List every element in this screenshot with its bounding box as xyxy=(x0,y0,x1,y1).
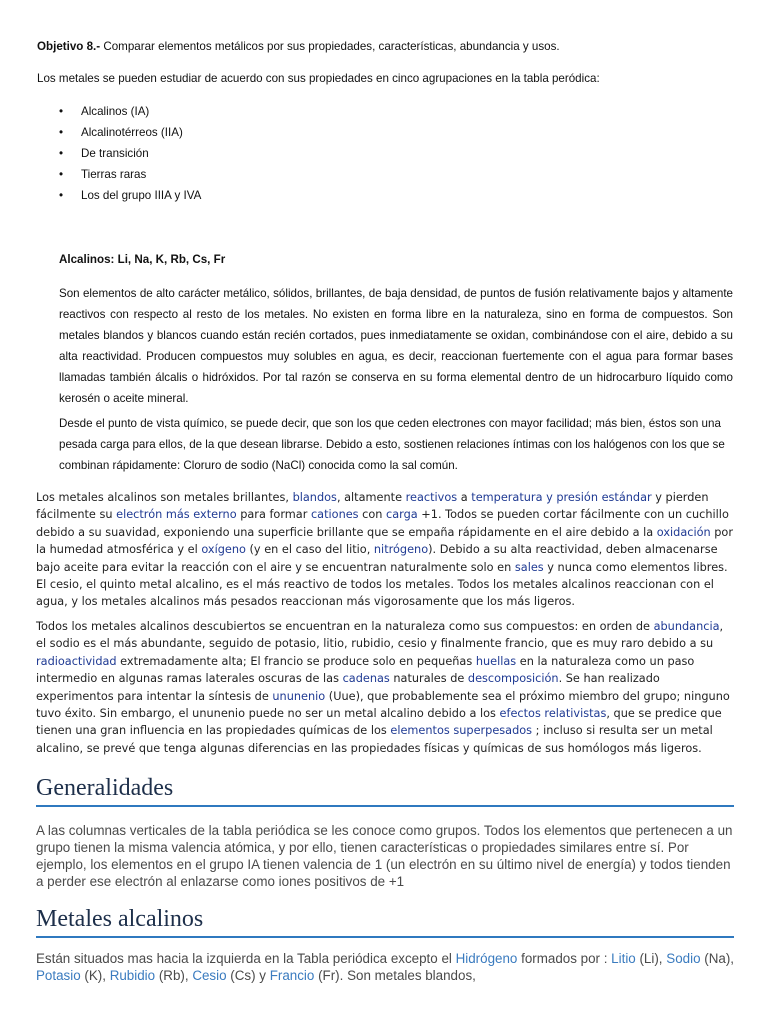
text-run: en la naturaleza como un paso intermedio en algunas ramas laterales oscuras de las xyxy=(36,654,695,686)
inline-link[interactable]: radioactividad xyxy=(36,654,117,668)
text-run: (Fr). Son metales blandos, xyxy=(314,968,476,983)
inline-link[interactable]: Litio xyxy=(611,951,636,966)
text-run: (Li), xyxy=(635,951,667,966)
generalidades-paragraph: A las columnas verticales de la tabla periódica se les conoce como grupos. Todos los elementos que pertenecen a un grupo tienen la misma valencia atómica, y por ello, tienen características o propiedades similares entre sí. Por ejemplo, los elementos en el grupo IA tienen valencia de 1 (un electrón en su último nivel de energía) y todos tienden a perder ese electrón al enlazarse como iones positivos de +1 xyxy=(36,823,733,889)
inline-link[interactable]: abundancia xyxy=(653,620,720,633)
wiki-paragraph-1 xyxy=(36,489,734,611)
text-run: . Se han realizado experimentos para intentar la síntesis de xyxy=(36,672,660,703)
inline-link[interactable]: Hidrógeno xyxy=(455,951,518,966)
list-item xyxy=(59,122,459,143)
alcalinos-heading: Alcalinos: Li, Na, K, Rb, Cs, Fr xyxy=(59,253,226,266)
list-item-label: Tierras raras xyxy=(81,168,147,181)
text-run: (Na), xyxy=(700,951,734,966)
objective-label: Objetivo 8.- xyxy=(37,40,101,53)
inline-link[interactable]: efectos relativistas xyxy=(499,707,607,721)
inline-link[interactable]: reactivos xyxy=(405,491,458,504)
inline-link[interactable]: carga xyxy=(386,508,418,522)
inline-link[interactable]: Rubidio xyxy=(109,968,156,983)
alcalinos-paragraph-2: Desde el punto de vista químico, se puede decir, que son los que ceden electrones con mayor facilidad; más bien, éstos son una pesada carga para ellos, de la que desean librarse. Debido a esto, sostienen relaciones íntimas con los halógenos con los que se combinan rápidamente: Cloruro de sodio (NaCl) conocida como la sal común. xyxy=(59,417,725,472)
inline-link[interactable]: cationes xyxy=(310,508,359,522)
list-item-label: Alcalinos (IA) xyxy=(81,105,150,118)
list-item xyxy=(59,185,459,206)
inline-link[interactable]: descomposición xyxy=(467,672,559,686)
inline-link[interactable]: electrón más externo xyxy=(116,508,237,522)
text-run: por la humedad atmosférica y el xyxy=(36,525,733,557)
text-run: (K), xyxy=(80,968,110,983)
inline-link[interactable]: ununenio xyxy=(272,689,326,703)
text-run: Están situados mas hacia la izquierda en la Tabla periódica excepto el xyxy=(36,951,456,966)
inline-link[interactable]: Sodio xyxy=(666,951,701,966)
inline-link[interactable]: Francio xyxy=(269,968,315,983)
text-run: ). Debido a su alta reactividad, deben almacenarse bajo aceite para evitar la reacción con el aire y se encuentran naturalmente solo en xyxy=(36,543,718,574)
inline-link[interactable]: cadenas xyxy=(342,672,390,686)
text-run: para formar xyxy=(236,508,311,522)
bullet: • xyxy=(59,147,64,160)
list-item-label: Alcalinotérreos (IIA) xyxy=(81,126,183,139)
text-run: y nunca como elementos libres. El cesio, el quinto metal alcalino, es el más reactivo de todos los metales. Todos los metales alcalinos reaccionan con el agua, y los metales alcalinos más pesados reaccionan más vigorosamente que los más ligeros. xyxy=(36,560,728,609)
text-run: formados por : xyxy=(517,951,612,966)
text-run: naturales de xyxy=(389,672,468,686)
text-run: Los metales alcalinos son metales brillantes, xyxy=(36,491,293,504)
text-run: ; incluso si resulta ser un metal alcalino, se prevé que tenga algunas diferencias en las propiedades físicas y químicas de sus homólogos más ligeros. xyxy=(36,724,713,755)
intro-paragraph: Los metales se pueden estudiar de acuerdo con sus propiedades en cinco agrupaciones en la tabla peródica: xyxy=(37,72,600,85)
inline-link[interactable]: elementos superpesados xyxy=(390,724,533,738)
list-item xyxy=(59,101,459,122)
text-run: , altamente xyxy=(336,491,406,504)
wiki-paragraph-2 xyxy=(36,618,734,757)
text-run: (Rb), xyxy=(155,968,193,983)
inline-link[interactable]: temperatura y presión estándar xyxy=(471,491,652,504)
inline-link[interactable]: Cesio xyxy=(192,968,227,983)
list-item xyxy=(59,143,459,164)
bullet: • xyxy=(59,189,64,202)
text-run: , el sodio es el más abundante, seguido de potasio, litio, rubidio, cesio y finalmente francio, que es muy raro debido a su xyxy=(36,620,724,651)
bullet: • xyxy=(59,126,64,139)
metales-alcalinos-paragraph xyxy=(36,950,736,984)
text-run: +1. Todos se pueden cortar fácilmente con un cuchillo debido a su suavidad, exponiendo una superficie brillante que se empaña rápidamente en el aire debido a la xyxy=(36,508,729,539)
section-heading-generalidades: Generalidades xyxy=(36,773,734,807)
text-run: a xyxy=(457,491,472,504)
inline-link[interactable]: oxígeno xyxy=(201,543,246,557)
inline-link[interactable]: oxidación xyxy=(656,525,711,539)
section-heading-metales-alcalinos: Metales alcalinos xyxy=(36,904,734,938)
list-item-label: De transición xyxy=(81,147,149,160)
list-item xyxy=(59,164,459,185)
inline-link[interactable]: sales xyxy=(514,560,544,574)
inline-link[interactable]: blandos xyxy=(292,491,337,504)
text-run: con xyxy=(358,508,387,522)
text-run: (Cs) y xyxy=(226,968,270,983)
metal-groups-list xyxy=(59,101,459,206)
objective-text: Comparar elementos metálicos por sus propiedades, características, abundancia y usos. xyxy=(100,40,560,53)
alcalinos-paragraph-1: Son elementos de alto carácter metálico, sólidos, brillantes, de baja densidad, de puntos de fusión relativamente bajos y altamente reactivos con respecto al resto de los metales. No existen en forma libre en la naturaleza, sino en forma de compuestos. Son metales blandos y blancos cuando están recién cortados, pues inmediatamente se oxidan, combinándose con el aire, debido a su alta reactividad. Producen compuestos muy solubles en agua, es decir, reaccionan fuertemente con el agua para formar bases llamadas también álcalis o hidróxidos. Por tal razón se conserva en su forma elemental dentro de un hidrocarburo líquido como kerosén o aceite mineral. xyxy=(59,287,733,405)
text-run: (Uue), que probablemente sea el próximo miembro del grupo; ninguno tuvo éxito. Sin embargo, el ununenio puede no ser un metal alcalino debido a los xyxy=(36,689,730,721)
text-run: extremadamente alta; El francio se produce solo en pequeñas xyxy=(116,654,476,668)
text-run: (y en el caso del litio, xyxy=(245,543,374,557)
text-run: Todos los metales alcalinos descubiertos se encuentran en la naturaleza como sus compuestos: en orden de xyxy=(36,620,654,633)
inline-link[interactable]: nitrógeno xyxy=(373,543,429,557)
inline-link[interactable]: huellas xyxy=(475,654,517,668)
text-run: y pierden fácilmente su xyxy=(36,491,709,522)
objective-line xyxy=(37,36,737,57)
list-item-label: Los del grupo IIIA y IVA xyxy=(81,189,202,202)
bullet: • xyxy=(59,105,64,118)
bullet: • xyxy=(59,168,64,181)
text-run: , que se predice que tienen una gran influencia en las propiedades químicas de los xyxy=(36,707,722,738)
inline-link[interactable]: Potasio xyxy=(36,968,81,983)
